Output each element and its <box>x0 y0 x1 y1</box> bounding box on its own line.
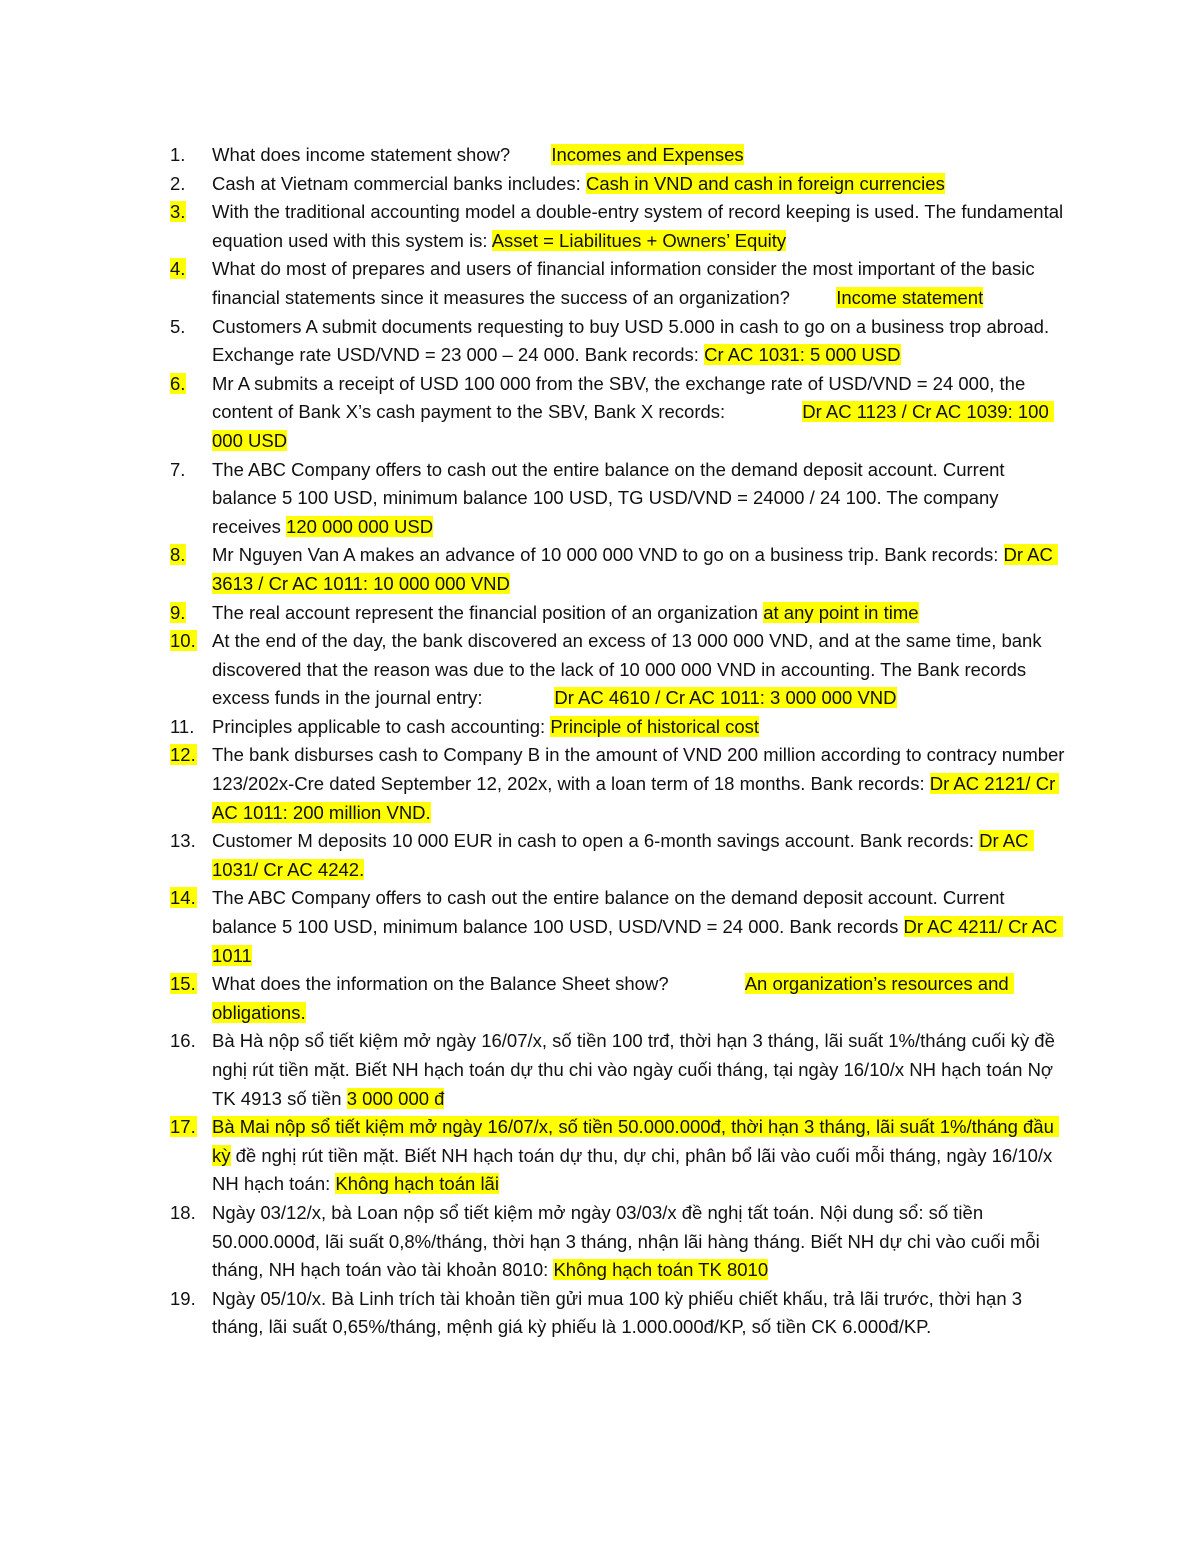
highlighted-answer: Income statement <box>836 286 984 308</box>
list-item <box>170 1027 1065 1113</box>
highlighted-answer: Asset = Liabilitues + Owners’ Equity <box>491 229 787 251</box>
item-number-text: 2. <box>170 172 186 194</box>
list-item <box>170 1285 1065 1342</box>
item-number-text: 6. <box>170 372 186 394</box>
item-text <box>212 370 1065 456</box>
list-item <box>170 141 1065 170</box>
item-number <box>170 1027 212 1056</box>
highlighted-answer: Dr AC 3613 / Cr AC 1011: 10 000 000 VND <box>212 544 1058 594</box>
list-item <box>170 599 1065 628</box>
item-number <box>170 1113 212 1142</box>
item-number <box>170 170 212 199</box>
highlighted-answer: Không hạch toán TK 8010 <box>553 1259 769 1281</box>
question-text: Principles applicable to cash accounting: <box>212 715 551 737</box>
highlighted-answer: 120 000 000 USD <box>286 515 434 537</box>
question-text: đề nghị rút tiền mặt. Biết NH hạch toán dự thu, dự chi, phân bổ lãi vào cuối mỗi tháng, ngày 16/10/x NH hạch toán: <box>212 1144 1058 1195</box>
highlighted-answer: Dr AC 1031/ Cr AC 4242. <box>212 830 1034 880</box>
item-text <box>212 884 1065 970</box>
question-text: The ABC Company offers to cash out the entire balance on the demand deposit account. Current balance 5 100 USD, minimum balance 100 USD, USD/VND = 24 000. Bank records <box>212 887 1010 938</box>
item-number <box>170 141 212 170</box>
list-item <box>170 313 1065 370</box>
item-number <box>170 541 212 570</box>
item-text <box>212 599 1065 628</box>
highlighted-answer: at any point in time <box>763 601 919 623</box>
list-item <box>170 456 1065 542</box>
list-item <box>170 970 1065 1027</box>
item-number <box>170 255 212 284</box>
highlighted-answer: Dr AC 4211/ Cr AC 1011 <box>212 916 1063 966</box>
item-text <box>212 313 1065 370</box>
highlighted-answer: Cr AC 1031: 5 000 USD <box>704 344 901 366</box>
item-text <box>212 198 1069 255</box>
question-text: Bà Hà nộp sổ tiết kiệm mở ngày 16/07/x, số tiền 100 trđ, thời hạn 3 tháng, lãi suất 1%/tháng cuối kỳ đề nghị rút tiền mặt. Biết NH hạch toán dự thu chi vào ngày cuối tháng, tại ngày 16/10/x NH hạch toán Nợ TK 4913 số tiền <box>212 1030 1061 1109</box>
list-item <box>170 713 1065 742</box>
question-text: What do most of prepares and users of financial information consider the most important of the basic financial statements since it measures the success of an organization? <box>212 258 1040 308</box>
item-text <box>212 1199 1065 1285</box>
item-number <box>170 884 212 913</box>
item-number <box>170 970 212 999</box>
question-text: The bank disburses cash to Company B in the amount of VND 200 million according to contracy number 123/202x-Cre dated September 12, 202x, with a loan term of 18 months. Bank records: <box>212 744 1070 795</box>
item-number-text: 13. <box>170 830 196 852</box>
highlighted-answer: Dr AC 1123 / Cr AC 1039: 100 000 USD <box>212 401 1054 451</box>
item-number-text: 9. <box>170 601 186 623</box>
list-item <box>170 170 1065 199</box>
highlighted-answer: Incomes and Expenses <box>551 144 744 165</box>
item-text <box>212 827 1065 884</box>
highlighted-answer: Dr AC 4610 / Cr AC 1011: 3 000 000 VND <box>554 687 897 709</box>
list-item <box>170 884 1065 970</box>
list-item <box>170 198 1069 255</box>
list-item <box>170 741 1070 827</box>
question-text: Mr Nguyen Van A makes an advance of 10 000 000 VND to go on a business trip. Bank records: <box>212 544 1004 566</box>
highlighted-answer: Cash in VND and cash in foreign currencies <box>585 172 945 194</box>
list-item <box>170 541 1065 598</box>
item-number-text: 7. <box>170 458 186 480</box>
item-number <box>170 313 212 342</box>
item-number-text: 19. <box>170 1287 196 1309</box>
question-text: Cash at Vietnam commercial banks includes: <box>212 172 586 194</box>
item-text <box>212 170 1065 199</box>
item-text <box>212 1113 1065 1199</box>
highlighted-answer: Principle of historical cost <box>550 715 760 737</box>
question-text: With the traditional accounting model a double-entry system of record keeping is used. The fundamental equation used with this system is: <box>212 201 1069 251</box>
item-number <box>170 370 212 399</box>
list-item <box>170 627 1065 713</box>
item-number-text: 14. <box>170 887 196 909</box>
item-number <box>170 1285 212 1314</box>
list-item <box>170 370 1065 456</box>
highlighted-answer: Bà Mai nộp sổ tiết kiệm mở ngày 16/07/x, số tiền 50.000.000đ, thời hạn 3 tháng, lãi suất 1%/tháng đầu kỳ <box>212 1116 1060 1166</box>
item-text <box>212 741 1070 827</box>
question-text: The real account represent the financial position of an organization <box>212 601 764 623</box>
item-number-text: 17. <box>170 1116 196 1138</box>
item-number-text: 18. <box>170 1201 196 1223</box>
item-number <box>170 827 212 856</box>
question-text: What does the information on the Balance Sheet show? <box>212 973 745 995</box>
document-body <box>170 141 1070 1342</box>
question-text: The ABC Company offers to cash out the entire balance on the demand deposit account. Current balance 5 100 USD, minimum balance 100 USD, TG USD/VND = 24000 / 24 100. The company receives <box>212 458 1010 537</box>
item-number-text: 15. <box>170 973 196 995</box>
item-number <box>170 741 212 770</box>
item-number <box>170 1199 212 1228</box>
question-text: At the end of the day, the bank discovered an excess of 13 000 000 VND, and at the same time, bank discovered that the reason was due to the lack of 10 000 000 VND in accounting. The Bank records excess funds in the journal entry: <box>212 630 1047 709</box>
item-number <box>170 627 212 656</box>
list-item <box>170 1199 1065 1285</box>
item-number-text: 12. <box>170 744 196 766</box>
list-item <box>170 1113 1065 1199</box>
question-text: Ngày 03/12/x, bà Loan nộp sổ tiết kiệm mở ngày 03/03/x đề nghị tất toán. Nội dung sổ: số tiền 50.000.000đ, lãi suất 0,8%/tháng, thời hạn 3 tháng, nhận lãi hàng tháng. Biết NH dự chi vào cuối mỗi tháng, NH hạch toán vào tài khoản 8010: <box>212 1201 1045 1281</box>
item-number-text: 10. <box>170 630 196 652</box>
highlighted-answer: Không hạch toán lãi <box>335 1173 499 1195</box>
question-text: What does income statement show? <box>212 144 552 165</box>
question-text: Ngày 05/10/x. Bà Linh trích tài khoản tiền gửi mua 100 kỳ phiếu chiết khấu, trả lãi trước, thời hạn 3 tháng, lãi suất 0,65%/tháng, mệnh giá kỳ phiếu là 1.000.000đ/KP, số tiền CK 6.000đ/KP. <box>212 1287 1028 1338</box>
item-number-text: 16. <box>170 1030 196 1052</box>
highlighted-answer: An organization’s resources and obligations. <box>212 973 1014 1023</box>
item-text <box>212 1027 1065 1113</box>
item-number-text: 1. <box>170 144 186 165</box>
item-text <box>212 970 1065 1027</box>
item-number <box>170 456 212 485</box>
list-item <box>170 827 1065 884</box>
item-text <box>212 541 1065 598</box>
item-number-text: 11. <box>170 715 195 737</box>
highlighted-answer: 3 000 000 đ <box>346 1087 445 1109</box>
question-text: Mr A submits a receipt of USD 100 000 from the SBV, the exchange rate of USD/VND = 24 000, the content of Bank X’s cash payment to the SBV, Bank X records: <box>212 372 1031 423</box>
item-number-text: 4. <box>170 258 186 280</box>
item-number-text: 8. <box>170 544 186 566</box>
item-number-text: 3. <box>170 201 186 223</box>
highlighted-answer: Dr AC 2121/ Cr AC 1011: 200 million VND. <box>212 773 1060 823</box>
item-number <box>170 599 212 628</box>
item-number <box>170 198 212 227</box>
item-number-text: 5. <box>170 315 186 337</box>
item-text <box>212 627 1065 713</box>
question-text: Customer M deposits 10 000 EUR in cash to open a 6-month savings account. Bank records: <box>212 830 980 852</box>
item-text <box>212 713 1065 742</box>
item-text <box>212 1285 1065 1342</box>
list-item <box>170 255 1065 312</box>
item-number <box>170 713 212 742</box>
item-text <box>212 141 1065 170</box>
question-text: Customers A submit documents requesting to buy USD 5.000 in cash to go on a business trop abroad. Exchange rate USD/VND = 23 000 – 24 000. Bank records: <box>212 315 1055 366</box>
item-text <box>212 456 1065 542</box>
item-text <box>212 255 1065 312</box>
